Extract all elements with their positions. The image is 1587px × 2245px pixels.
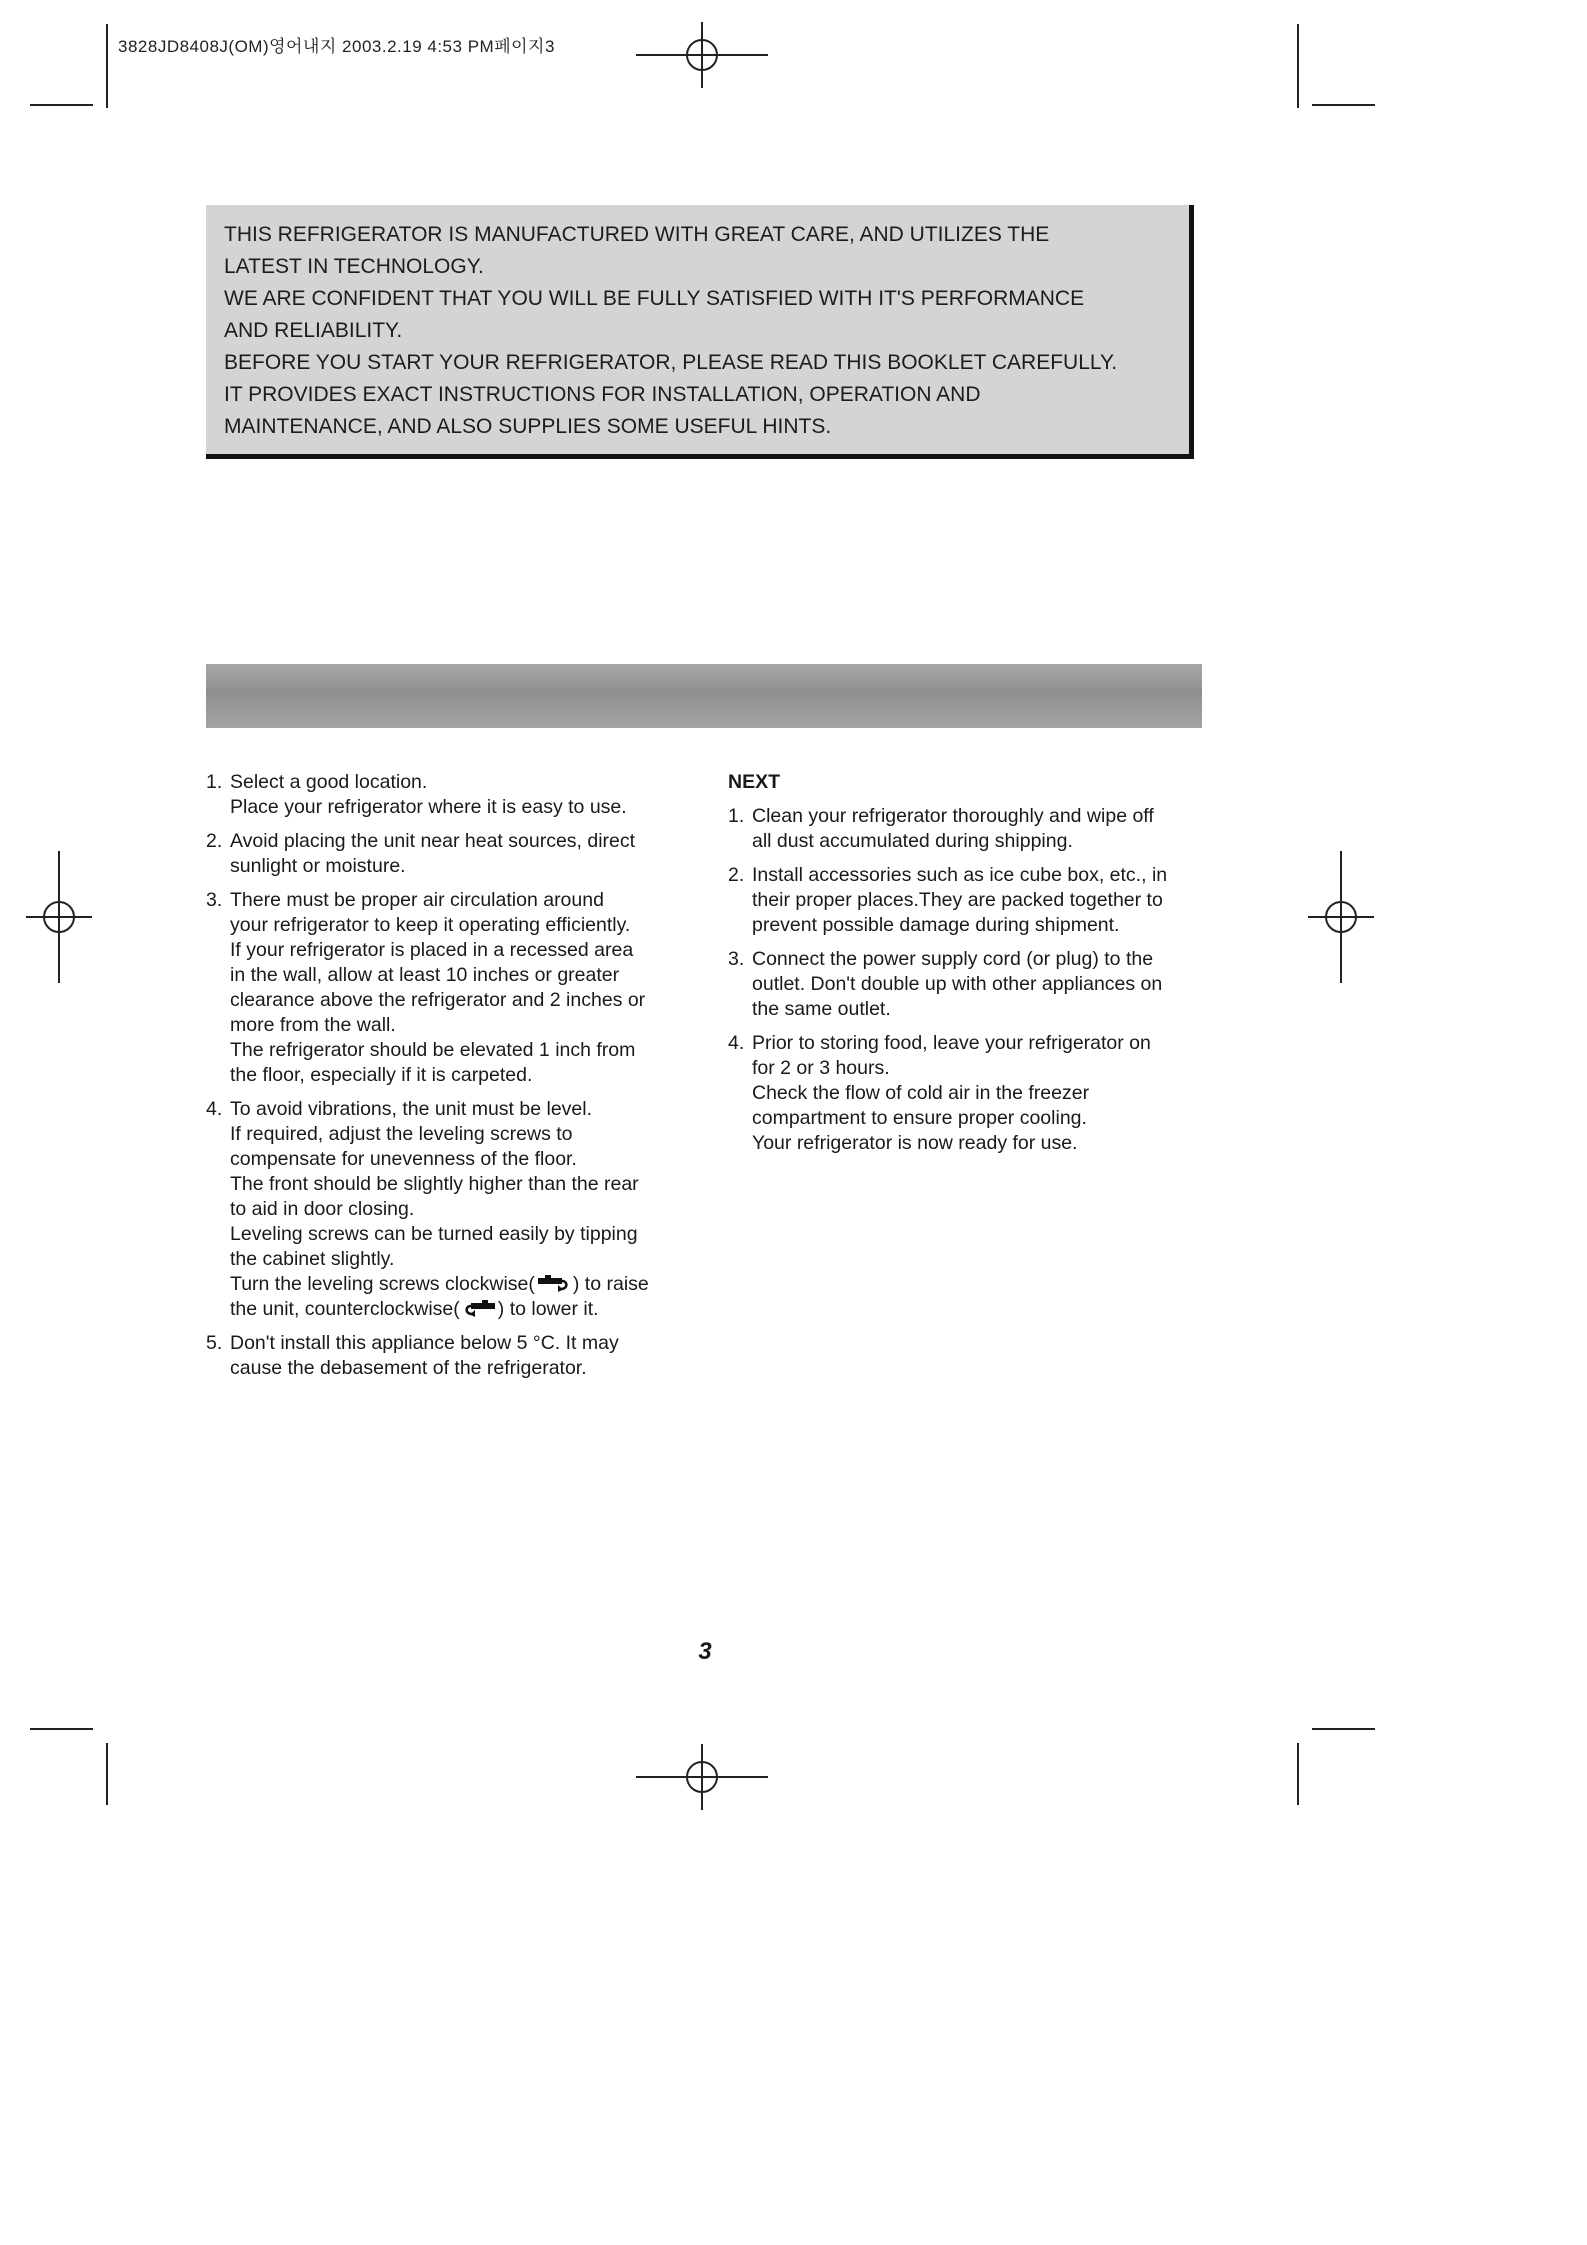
step-line: If required, adjust the leveling screws to [230, 1123, 573, 1145]
step-line: your refrigerator to keep it operating efficiently. [230, 914, 631, 936]
list-item [206, 888, 684, 1088]
step-line: compartment to ensure proper cooling. [752, 1107, 1087, 1129]
section-header-band [206, 664, 1202, 728]
crop-mark-top-right-horizontal [1312, 104, 1375, 106]
step-line: Connect the power supply cord (or plug) to the [752, 948, 1154, 970]
step-line: their proper places.They are packed together to [752, 889, 1163, 911]
clockwise-arrow-icon [537, 1273, 571, 1293]
page-number: 3 [698, 1638, 712, 1665]
step-line: There must be proper air circulation around [230, 889, 604, 911]
step-line: cause the debasement of the refrigerator. [230, 1357, 587, 1379]
intro-line: LATEST IN TECHNOLOGY. [224, 255, 484, 278]
print-slug: 3828JD8408J(OM)영어내지 2003.2.19 4:53 PM페이지3 [118, 37, 555, 56]
intro-line: WE ARE CONFIDENT THAT YOU WILL BE FULLY SATISFIED WITH IT'S PERFORMANCE [224, 287, 1085, 310]
installation-steps-column [206, 770, 684, 1390]
step-line: outlet. Don't double up with other appliances on [752, 973, 1163, 995]
next-heading: NEXT [728, 771, 781, 793]
step-line: Install accessories such as ice cube box, etc., in [752, 864, 1168, 886]
registration-mark-icon [636, 1744, 768, 1810]
intro-line: MAINTENANCE, AND ALSO SUPPLIES SOME USEFUL HINTS. [224, 415, 832, 438]
step-line: Avoid placing the unit near heat sources, direct [230, 830, 636, 852]
crop-mark-bottom-left-horizontal [30, 1728, 93, 1730]
step-line: Select a good location. [230, 771, 428, 793]
step-line: prevent possible damage during shipment. [752, 914, 1120, 936]
list-item [728, 947, 1206, 1022]
step-line: Prior to storing food, leave your refrigerator on [752, 1032, 1151, 1054]
step-line: Don't install this appliance below 5 °C. It may [230, 1332, 619, 1354]
crop-mark-bottom-right-vertical [1297, 1743, 1299, 1805]
step-line: The front should be slightly higher than the rear [230, 1173, 639, 1195]
list-item [728, 1031, 1206, 1156]
list-item [206, 829, 684, 879]
step-number: 2. [728, 864, 745, 886]
step-number: 1. [728, 805, 745, 827]
step-line: in the wall, allow at least 10 inches or greater [230, 964, 620, 986]
counterclockwise-text-before: the unit, counterclockwise( [230, 1298, 460, 1320]
crop-mark-top-left-horizontal [30, 104, 93, 106]
step-number: 4. [206, 1098, 223, 1120]
list-item [728, 804, 1206, 854]
crop-mark-bottom-left-vertical [106, 1743, 108, 1805]
registration-mark-icon [1308, 851, 1374, 983]
intro-line: AND RELIABILITY. [224, 319, 403, 342]
intro-notice-box [206, 205, 1194, 459]
crop-mark-top-left-vertical [106, 24, 108, 108]
step-line: The refrigerator should be elevated 1 inch from [230, 1039, 636, 1061]
registration-mark-icon [636, 22, 768, 88]
step-line-clockwise [230, 1272, 684, 1297]
step-line: sunlight or moisture. [230, 855, 406, 877]
counterclockwise-text-after: ) to lower it. [497, 1298, 599, 1320]
step-line: clearance above the refrigerator and 2 inches or [230, 989, 646, 1011]
clockwise-text-after: ) to raise [572, 1273, 649, 1295]
next-steps-column [728, 770, 1206, 1165]
step-number: 5. [206, 1332, 223, 1354]
step-line: Check the flow of cold air in the freezer [752, 1082, 1090, 1104]
step-line: all dust accumulated during shipping. [752, 830, 1073, 852]
list-item [206, 1097, 684, 1322]
step-number: 3. [728, 948, 745, 970]
step-line: to aid in door closing. [230, 1198, 415, 1220]
counterclockwise-arrow-icon [462, 1298, 496, 1318]
step-line: Your refrigerator is now ready for use. [752, 1132, 1078, 1154]
clockwise-text-before: Turn the leveling screws clockwise( [230, 1273, 535, 1295]
next-steps-list [728, 804, 1206, 1156]
step-line: more from the wall. [230, 1014, 396, 1036]
step-line: Clean your refrigerator thoroughly and wipe off [752, 805, 1154, 827]
step-line: If your refrigerator is placed in a recessed area [230, 939, 634, 961]
step-line: Place your refrigerator where it is easy to use. [230, 796, 627, 818]
step-line: the cabinet slightly. [230, 1248, 395, 1270]
list-item [206, 770, 684, 820]
installation-steps-list [206, 770, 684, 1381]
step-number: 1. [206, 771, 223, 793]
registration-mark-icon [26, 851, 92, 983]
step-line: the floor, especially if it is carpeted. [230, 1064, 533, 1086]
intro-line: BEFORE YOU START YOUR REFRIGERATOR, PLEASE READ THIS BOOKLET CAREFULLY. [224, 351, 1118, 374]
step-number: 3. [206, 889, 223, 911]
step-line: for 2 or 3 hours. [752, 1057, 890, 1079]
crop-mark-bottom-right-horizontal [1312, 1728, 1375, 1730]
step-line: Leveling screws can be turned easily by tipping [230, 1223, 638, 1245]
step-number: 4. [728, 1032, 745, 1054]
intro-line: THIS REFRIGERATOR IS MANUFACTURED WITH GREAT CARE, AND UTILIZES THE [224, 223, 1050, 246]
step-line-counterclockwise [230, 1297, 684, 1322]
list-item [728, 863, 1206, 938]
step-line: compensate for unevenness of the floor. [230, 1148, 577, 1170]
step-line: the same outlet. [752, 998, 891, 1020]
step-line: To avoid vibrations, the unit must be level. [230, 1098, 593, 1120]
intro-line: IT PROVIDES EXACT INSTRUCTIONS FOR INSTALLATION, OPERATION AND [224, 383, 981, 406]
step-number: 2. [206, 830, 223, 852]
crop-mark-top-right-vertical [1297, 24, 1299, 108]
list-item [206, 1331, 684, 1381]
